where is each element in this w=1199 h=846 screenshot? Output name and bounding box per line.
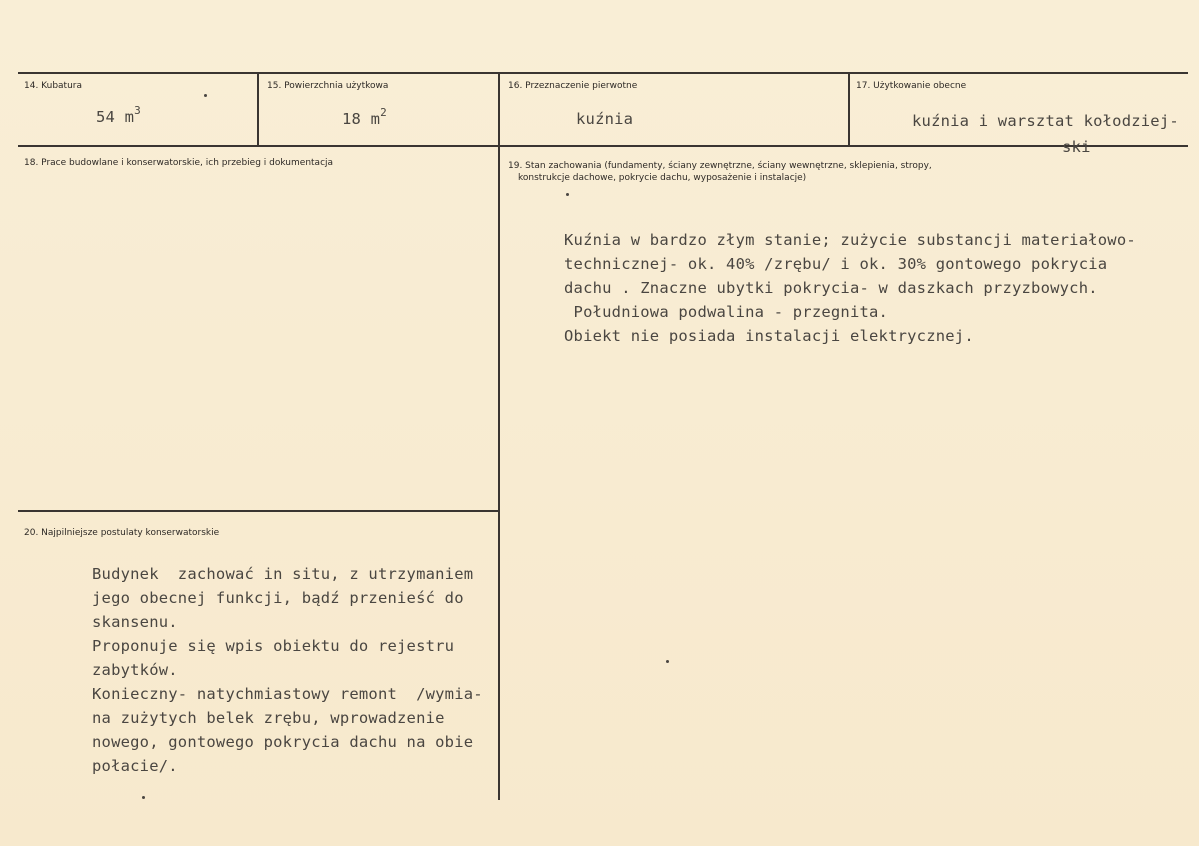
ink-dot	[142, 796, 145, 799]
field-20-line: skansenu.	[92, 613, 178, 631]
field-20-line: nowego, gontowego pokrycia dachu na obie	[92, 733, 474, 751]
field-19-line: dachu . Znaczne ubytki pokrycia- w daszkach przyzbowych.	[564, 279, 1098, 297]
field-14-value	[96, 106, 141, 126]
field-15-value-text: 18 m	[342, 110, 381, 129]
field-19-text	[564, 228, 1136, 348]
field-19-label-line2: konstrukcje dachowe, pokrycie dachu, wyposażenie i instalacje)	[518, 173, 807, 183]
row1-bottom-rule	[18, 145, 1188, 147]
col-divider-main	[498, 72, 500, 800]
field-20-line: na zużytych belek zrębu, wprowadzenie	[92, 709, 445, 727]
field-19-line: Obiekt nie posiada instalacji elektrycznej.	[564, 327, 974, 345]
top-rule	[18, 72, 1188, 74]
field-20-line: Konieczny- natychmiastowy remont /wymia-	[92, 685, 483, 703]
field-15-value-exponent: 2	[380, 106, 387, 119]
col-divider-16-17	[848, 72, 850, 147]
field-20-line: Proponuje się wpis obiektu do rejestru	[92, 637, 455, 655]
field-15-label: 15. Powierzchnia użytkowa	[267, 81, 389, 91]
field-20-line: zabytków.	[92, 661, 178, 679]
field-15-value	[342, 108, 387, 128]
ink-dot	[566, 193, 569, 196]
field-19-line: Kuźnia w bardzo złym stanie; zużycie substancji materiałowo-	[564, 231, 1136, 249]
field-18-label: 18. Prace budowlane i konserwatorskie, ich przebieg i dokumentacja	[24, 158, 334, 168]
field-16-value: kuźnia	[576, 110, 634, 128]
field-20-label: 20. Najpilniejsze postulaty konserwatorskie	[24, 528, 220, 538]
col-divider-14-15	[257, 72, 259, 147]
field-14-label: 14. Kubatura	[24, 81, 83, 91]
field-20-line: połacie/.	[92, 757, 178, 775]
field-20-line: Budynek zachować in situ, z utrzymaniem	[92, 565, 474, 583]
field-14-value-text: 54 m	[96, 108, 135, 127]
field-17-value-line1: kuźnia i warsztat kołodziej-	[912, 112, 1179, 130]
field-19-line: technicznej- ok. 40% /zrębu/ i ok. 30% gontowego pokrycia	[564, 255, 1108, 273]
field-19-label-line1: 19. Stan zachowania (fundamenty, ściany zewnętrzne, ściany wewnętrzne, sklepienia, stropy,	[508, 161, 932, 171]
field-17-value-line2: ski	[1062, 138, 1091, 156]
section18-bottom-rule	[18, 510, 498, 512]
field-19-line: Południowa podwalina - przegnita.	[564, 303, 889, 321]
ink-dot	[666, 660, 669, 663]
field-17-label: 17. Użytkowanie obecne	[856, 81, 967, 91]
field-20-text	[92, 562, 483, 778]
field-14-value-exponent: 3	[134, 104, 141, 117]
field-20-line: jego obecnej funkcji, bądź przenieść do	[92, 589, 464, 607]
field-16-label: 16. Przeznaczenie pierwotne	[508, 81, 638, 91]
ink-dot	[204, 94, 207, 97]
